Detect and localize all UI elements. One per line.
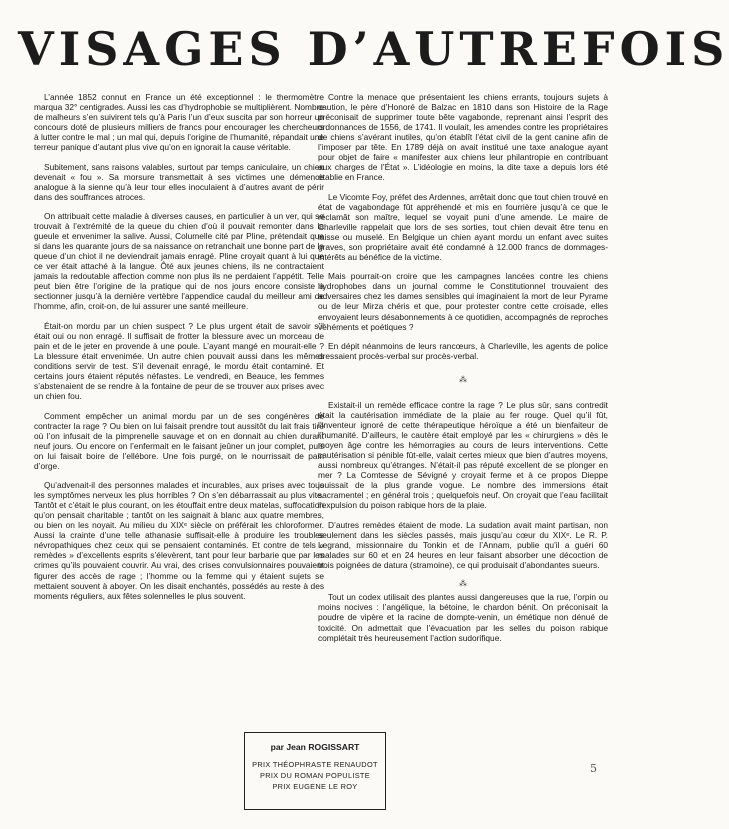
paragraph: Mais pourrait-on croire que les campagnes lancées contre les chiens hydrophobes dans un journal comme le Constitutionnel trouvaient des adversaires chez les dames sensibles qui imaginaient la mort de leur Pyrame ou de leur Mirza chéris et que, pour protester contre cette croisade, elles envoyaient leurs désabonnements à ce quotidien, accompagnés de reproches véhéments et poétiques ? [318,271,608,332]
section-separator: ⁂ [459,375,467,385]
paragraph: Subitement, sans raisons valables, surtout par temps caniculaire, un chien devenait « fou ». Sa morsure transmettait à ses victimes une démence analogue à la sienne qu’à leur tour elles inoculaient à d’autres avant de périr dans des souffrances atroces. [34,161,324,202]
section-separator: ⁂ [459,579,467,589]
paragraph: Contre la menace que présentaient les chiens errants, toujours sujets à caution, le père d’Honoré de Balzac en 1810 dans son Histoire de la Rage préconisait de supprimer toute bête vagabonde, reprenant ainsi l’esprit des ordonnances de 1556, de 1741. Il voulait, les amendes contre les propriétaires de chiens s’avérant inutiles, qu’on établît l’état civil de la gent canine afin de l’imposer par tête. En 1789 déjà on avait institué une taxe analogue ayant pour objet de faire « manifester aux chiens leur philantropie en contribuant aux charges de l’État ». L’idéologie en moins, la dite taxe a depuis lors été établie en France. [318,92,608,183]
page-number: 5 [590,762,597,775]
paragraph: D’autres remèdes étaient de mode. La sudation avait maint partisan, non seulement dans les siècles passés, mais jusqu’au cœur du XIXᵉ. Le R. P. Legrand, missionnaire du Tonkin et de l’Annam, publie qu’il a guéri 60 malades sur 60 et en 24 heures en leur faisant absorber une décoction de trois poignées de datura (stramoine), ce qui produisait d’abondantes sueurs. [318,519,608,571]
left-column [34,92,324,610]
paragraph: Comment empêcher un animal mordu par un de ses congénères de contracter la rage ? Ou bien on lui faisait prendre tout aussitôt du lait frais tiré où l’on infusait de la pimprenelle sauvage et on en donnait au chien durant neuf jours. Ou encore on l’enfermait en le faisant jeûner un jour complet, puis on lui faisait boire de l’ellébore. Une fois purgé, on le nourrissait de pain d’orge. [34,410,324,471]
paragraph: Qu’advenait-il des personnes malades et incurables, aux prises avec tous les symptômes nerveux les plus horribles ? On s’en débarrassait au plus vite. Tantôt et c’était le plus courant, on les étouffait entre deux matelas, suffocation qu’on pensait charitable ; tantôt on les saignait à blanc aux quatre membres, ou bien on les noyait. Au milieu du XIXᵉ siècle on préférait les chloroformer. Aussi la crainte d’une telle athanasie suffisait-elle à produire les troubles névropathiques chez ceux qui se pensaient contaminés. Et contre de tels « remèdes » d’excellents esprits s’élevèrent, tant pour leur barbarie que par les crimes qu’ils pouvaient couvrir. Au vrai, des crises convulsionnaires pouvaient figurer des accès de rage ; l’homme ou la femme qui y étaient sujets se mettaient souvent à aboyer. On les disait enchantés, possédés au reste à des moments réguliers, aux fêtes solennelles le plus souvent. [34,480,324,601]
article-title: VISAGES D’AUTREFOIS [18,22,729,76]
paragraph: Était-on mordu par un chien suspect ? Le plus urgent était de savoir s’il était oui ou non enragé. Il suffisait de frotter la blessure avec un morceau de pain et de le jeter en provende à une poule. L’ayant mangé en mourait-elle ? La blessure était envenimée. Un autre chien pouvait aussi dans les mêmes conditions servir de test. S’il devenait enragé, le mordu était contaminé. Et certains jours étaient réputés néfastes. Le vendredi, en Beauce, les femmes s’abstenaient de se rendre à la fontaine de peur de se trouver aux prises avec un chien fou. [34,320,324,402]
prize-line: PRIX DU ROMAN POPULISTE [260,771,370,780]
paragraph: L’année 1852 connut en France un été exceptionnel : le thermomètre marqua 32° centigrades. Aussi les cas d’hydrophobie se multiplièrent. Nombre de malheurs s’en suivirent tels qu’à Paris l’un d’eux suscita par son horreur un concours doté de plusieurs milliers de francs pour encourager les chercheurs à lutter contre le mal ; un mal qui, depuis l’origine de l’humanité, répandait une terreur panique d’autant plus vive qu’on en ignorait la cause véritable. [34,92,324,153]
paragraph: Tout un codex utilisait des plantes aussi dangereuses que la rue, l’orpin ou moins nocives : l’angélique, la bétoine, le chardon bénit. On préconisait la poudre de vipère et la racine de dompte-venin, un émétique non dénué de toxicité. On admettait que l’évacuation par les selles du poison rabique complétait très heureusement l’action sudorifique. [318,592,608,643]
prize-line: PRIX EUGENE LE ROY [272,782,358,791]
right-column [318,92,608,652]
author-box [244,732,386,810]
paragraph: Existait-il un remède efficace contre la rage ? Le plus sûr, sans contredit était la cautérisation immédiate de la plaie au fer rouge. Quel qu’il fût, l’inventeur ignoré de cette thérapeutique héroïque a été un bienfaiteur de l’humanité. D’ailleurs, le cautère était employé par les « chirurgiens » dès le moyen âge contre les hémorragies au cours de leurs interventions. Cette cautérisation si pénible fût-elle, valait certes mieux que bien d’autres moyens, aussi nombreux qu’étranges. N’était-il pas réputé excellent de se plonger en mer ? La Comtesse de Sévigné y croyait ferme et à ce propos Dieppe jouissait de la plus grande vogue. Le nombre des immersions était sacramentel ; en général trois ; quelquefois neuf. On croyait que l’eau facilitait l’expulsion du poison rabique hors de la plaie. [318,400,608,511]
author-byline: par Jean ROGISSART [270,742,360,752]
paragraph: On attribuait cette maladie à diverses causes, en particulier à un ver, qui se trouvait à l’extrémité de la queue du chien d’où il pouvait remonter dans la gueule et envenimer la salive. Aussi, Columelle cité par Pline, prétendait que si dans les quarante jours de sa naissance on retranchait une bonne part de la queue d’un chiot il ne deviendrait jamais enragé. Pline croyait quant à lui que ce ver était attaché à la langue. Ôté aux jeunes chiens, ils ne contractaient jamais la redoutable affection comme non plus ils ne perdaient l’appétit. Telle peut bien être l’origine de la pratique qui de nos jours encore consiste à sectionner jusqu’à la dernière vertèbre l’appendice caudal du meilleur ami de l’homme, afin, croit-on, de lui assurer une santé meilleure. [34,211,324,312]
prize-line: PRIX THÉOPHRASTE RENAUDOT [252,760,378,769]
paragraph: Le Vicomte Foy, préfet des Ardennes, arrêtait donc que tout chien trouvé en état de vagabondage fût appréhendé et mis en fourrière jusqu’à ce que le réclamât son maître, lequel se voyait puni d’une amende. Le maire de Charleville rappelait que lors de ses sorties, tout chien devait être tenu en laisse ou muselé. En Belgique un chien ayant mordu un enfant avec suites graves, son propriétaire avait été condamné à 12.000 francs de dommages-intérêts au bénéfice de la victime. [318,191,608,262]
paragraph: En dépit néanmoins de leurs rancœurs, à Charleville, les agents de police dressaient procès-verbal sur procès-verbal. [318,340,608,361]
